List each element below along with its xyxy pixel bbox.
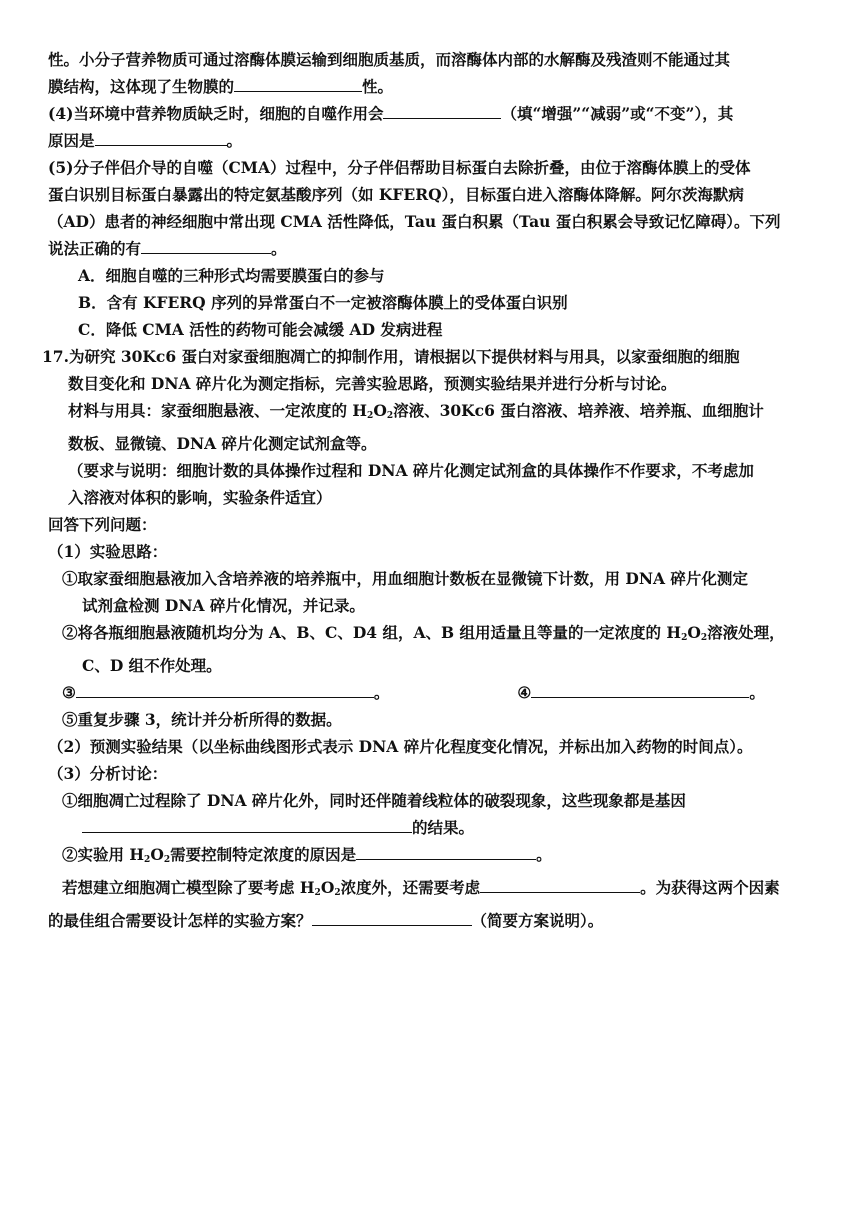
text: 若想建立细胞凋亡模型除了要考虑 H — [62, 878, 315, 897]
text: (4)当环境中营养物质缺乏时，细胞的自噬作用会 — [48, 104, 384, 123]
text: C、D 组不作处理。 — [82, 656, 222, 675]
step-3-4 — [48, 679, 813, 706]
text: O — [687, 623, 701, 642]
text-line — [48, 127, 813, 154]
text: ②将各瓶细胞悬液随机均分为 A、B、C、D4 组，A、B 组用适量且等量的一定浓度的 H — [62, 623, 682, 642]
text-line — [48, 907, 813, 934]
text: （简要方案说明）。 — [471, 911, 604, 930]
text: （要求与说明：细胞计数的具体操作过程和 DNA 碎片化测定试剂盒的具体操作不作要求，不考虑加 — [68, 461, 754, 480]
discussion-1 — [48, 787, 813, 814]
text: O — [150, 845, 164, 864]
text: 。 — [749, 683, 765, 702]
text-line — [48, 235, 813, 262]
text: ④ — [517, 683, 532, 702]
text: A．细胞自噬的三种形式均需要膜蛋白的参与 — [78, 266, 385, 285]
materials-line — [48, 397, 813, 430]
text-line — [48, 73, 813, 100]
text: ③ — [62, 683, 76, 702]
answer-blank[interactable] — [480, 876, 640, 893]
requirements-line — [48, 457, 813, 484]
subscript: 2 — [144, 855, 151, 865]
text: 。 — [271, 239, 287, 258]
text: 数板、显微镜、DNA 碎片化测定试剂盒等。 — [68, 434, 377, 453]
answer-blank[interactable] — [356, 843, 536, 860]
text: 材料与用具：家蚕细胞悬液、一定浓度的 H — [68, 401, 368, 420]
text-line — [48, 814, 813, 841]
extension-line — [48, 874, 813, 907]
option-c — [48, 316, 813, 343]
subscript: 2 — [681, 633, 688, 643]
text-line — [48, 46, 813, 73]
answer-blank[interactable] — [312, 909, 472, 926]
subscript: 2 — [334, 888, 341, 898]
text: 。 — [373, 683, 390, 702]
text: 。 — [226, 131, 243, 150]
text: 性。 — [362, 77, 394, 96]
text: 说法正确的有 — [48, 239, 142, 258]
text: 浓度外，还需要考虑 — [340, 878, 481, 897]
question-4-line — [48, 100, 813, 127]
text: 性。小分子营养物质可通过溶酶体膜运输到细胞质基质，而溶酶体内部的水解酶及残渣则不能通过其 — [48, 50, 731, 69]
text: ①细胞凋亡过程除了 DNA 碎片化外，同时还伴随着线粒体的破裂现象，这些现象都是基因 — [62, 791, 686, 810]
text-line — [48, 511, 813, 538]
text: （3）分析讨论： — [48, 764, 168, 783]
text: （填“增强”“减弱”或“不变”），其 — [501, 104, 734, 123]
answer-blank[interactable] — [531, 681, 749, 698]
text-line — [48, 592, 813, 619]
text-line — [48, 484, 813, 511]
text: 回答下列问题： — [48, 515, 157, 534]
answer-blank[interactable] — [234, 75, 362, 92]
section-3-title — [48, 760, 813, 787]
step-5 — [48, 706, 813, 733]
answer-blank[interactable] — [383, 102, 501, 119]
text: 数目变化和 DNA 碎片化为测定指标，完善实验思路，预测实验结果并进行分析与讨论。 — [68, 374, 677, 393]
text-line — [48, 652, 813, 679]
text: 溶液处理， — [707, 623, 785, 642]
text: 。 — [536, 845, 552, 864]
subscript: 2 — [700, 633, 708, 643]
text: （AD）患者的神经细胞中常出现 CMA 活性降低，Tau 蛋白积累（Tau 蛋白积累会导致记忆障碍）。下列 — [48, 212, 781, 231]
question-5-line — [48, 154, 813, 181]
text: （2）预测实验结果（以坐标曲线图形式表示 DNA 碎片化程度变化情况，并标出加入药物的时间点）。 — [48, 737, 753, 756]
text: （1）实验思路： — [48, 542, 168, 561]
text: ①取家蚕细胞悬液加入含培养液的培养瓶中，用血细胞计数板在显微镜下计数，用 DNA 碎片化测定 — [62, 569, 748, 588]
subscript: 2 — [367, 411, 374, 421]
text: 原因是 — [48, 131, 95, 150]
text: (5)分子伴侣介导的自噬（CMA）过程中，分子伴侣帮助目标蛋白去除折叠，由位于溶酶体膜上的受体 — [48, 158, 751, 177]
answer-blank[interactable] — [141, 237, 271, 254]
exam-page — [42, 46, 813, 934]
text-line — [48, 181, 813, 208]
text: 入溶液对体积的影响，实验条件适宜） — [68, 488, 332, 507]
text: B．含有 KFERQ 序列的异常蛋白不一定被溶酶体膜上的受体蛋白识别 — [78, 293, 568, 312]
text-line — [48, 430, 813, 457]
option-b — [48, 289, 813, 316]
text: 蛋白识别目标蛋白暴露出的特定氨基酸序列（如 KFERQ），目标蛋白进入溶酶体降解。阿尔茨海默病 — [48, 185, 744, 204]
option-a — [48, 262, 813, 289]
text: 试剂盒检测 DNA 碎片化情况，并记录。 — [82, 596, 365, 615]
question-17-line — [42, 343, 813, 370]
text: ⑤重复步骤 3，统计并分析所得的数据。 — [62, 710, 342, 729]
step-1 — [48, 565, 813, 592]
subscript: 2 — [163, 855, 171, 865]
answer-blank[interactable] — [82, 816, 412, 833]
text: 17.为研究 30Kc6 蛋白对家蚕细胞凋亡的抑制作用，请根据以下提供材料与用具，以家蚕细胞的细胞 — [42, 347, 740, 366]
text: 的结果。 — [412, 818, 475, 837]
text: C．降低 CMA 活性的药物可能会减缓 AD 发病进程 — [78, 320, 443, 339]
text: O — [320, 878, 335, 897]
subscript: 2 — [386, 411, 394, 421]
text-line — [48, 208, 813, 235]
text: 膜结构，这体现了生物膜的 — [48, 77, 235, 96]
text: 的最佳组合需要设计怎样的实验方案？ — [48, 911, 312, 930]
text-line — [48, 370, 813, 397]
text: ②实验用 H — [62, 845, 145, 864]
text: O — [373, 401, 387, 420]
section-2-title — [48, 733, 813, 760]
discussion-2 — [48, 841, 813, 874]
answer-blank[interactable] — [95, 129, 227, 146]
text: 。为获得这两个因素 — [640, 878, 780, 897]
subscript: 2 — [314, 888, 321, 898]
text: 需要控制特定浓度的原因是 — [170, 845, 357, 864]
section-1-title — [48, 538, 813, 565]
answer-blank[interactable] — [76, 681, 374, 698]
text: 溶液、30Kc6 蛋白溶液、培养液、培养瓶、血细胞计 — [393, 401, 764, 420]
step-2 — [48, 619, 813, 652]
